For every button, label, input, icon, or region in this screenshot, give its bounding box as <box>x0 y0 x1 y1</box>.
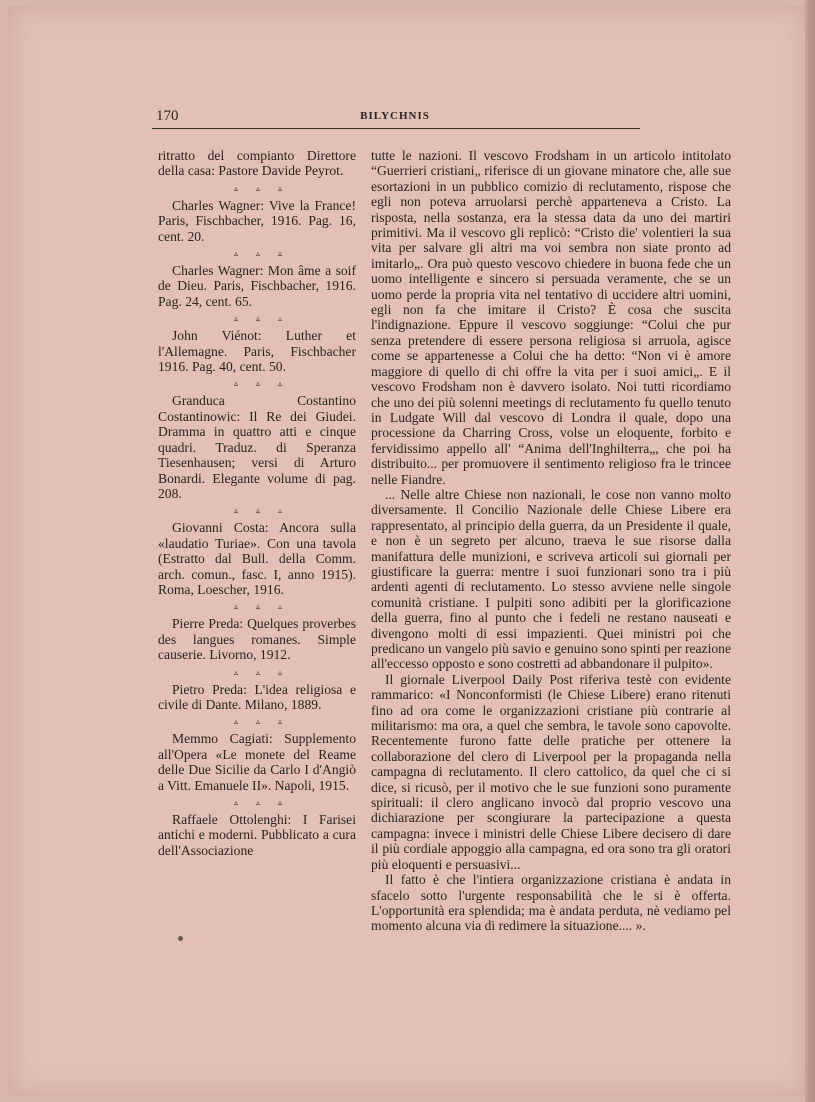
separator: ▵ ▵ ▵ <box>233 717 291 727</box>
book-entry: John Viénot: Luther et l'Allemagne. Paris, Fischbacher 1916. Pag. 40, cent. 50. <box>158 328 356 375</box>
separator: ▵ ▵ ▵ <box>233 602 291 612</box>
intro-entry: ritratto del compianto Direttore della casa: Pastore Davide Peyrot. <box>158 148 356 179</box>
book-entry: Pierre Preda: Quelques proverbes des langues romanes. Simple causerie. Livorno, 1912. <box>158 616 356 663</box>
paragraph: Il fatto è che l'intiera organizzazione cristiana è andata in sfacelo sotto l'urgente responsabilità che le si è offerta. L'opportunità era splendida; ma è andata perduta, nè vediamo pel momento alcuna via di redimere la situazione.... ». <box>371 872 731 934</box>
running-title: BILYCHNIS <box>360 110 430 122</box>
separator: ▵ ▵ ▵ <box>233 506 291 516</box>
header-rule <box>152 128 640 129</box>
book-entry: Raffaele Ottolenghi: I Farisei antichi e moderni. Pubblicato a cura dell'Associazione <box>158 812 356 858</box>
separator: ▵ ▵ ▵ <box>233 249 291 259</box>
separator: ▵ ▵ ▵ <box>233 379 291 389</box>
paragraph: tutte le nazioni. Il vescovo Frodsham in un articolo intitolato “Guerrieri cristiani„ riferisce di un giovane minatore che, alle sue esortazioni in un pubblico comizio di reclutamento, rispose che egli non poteva arruolarsi perchè apparteneva a Cristo. La risposta, nella sostanza, era la stessa data da uno dei martiri primitivi. Ma il vescovo gli replicò: “Cristo die' volentieri la sua vita per salvare gli altri ma voi sembra non siate pronto ad imitarlo„. Ora può questo vescovo chiedere in buona fede che un uomo intelligente e sincero si persuada veramente, che se un uomo perde la propria vita nel tentativo di uccidere altri uomini, egli non fa che imitare il Cristo? È cosa che suscita l'indignazione. Eppure il vescovo soggiunge: “Colui che pur senza pretendere di essere persona religiosa si arruola, agisce come se appartenesse a Colui che ha detto: “Non vi è amore maggiore di quello di chi offre la vita per i suoi amici„. E il vescovo Frodsham non è davvero isolato. Noi tutti ricordiamo che uno dei più solenni meetings di reclutamento fu quello tenuto in Ludgate Will dal vescovo di Londra il quale, dopo una processione da Charring Cross, volse un eloquente, forbito e fervidissimo appello all' “Anima dell'Inghilterra„, che poi ha distribuito... per promuovere il sentimento religioso fra le trincee nelle Fiandre. <box>371 148 731 487</box>
right-column <box>371 148 731 934</box>
paragraph: ... Nelle altre Chiese non nazionali, le cose non vanno molto diversamente. Il Concilio Nazionale delle Chiese Libere era rappresentato, al principio della guerra, da un Presidente il quale, e non è un segreto per alcuno, traeva le sue risorse dalla manifattura delle munizioni, e scriveva articoli sui giornali per giustificare la guerra: mentre i suoi funzionari sono tra i più ardenti agenti di reclutamento. Lo stesso avviene nelle singole comunità cristiane. I pulpiti sono adibiti per la glorificazione della guerra, fino al punto che i fedeli ne restano nauseati e divengono molti di essi impazienti. Quei ministri poi che predicano un vangelo più savio e genuino sono spinti per reazione all'eccesso opposto e sono costretti ad abbandonare il pulpito». <box>371 486 731 672</box>
book-entry: Granduca Costantino Costantinowic: Il Re dei Giudei. Dramma in quattro atti e cinque quadri. Traduz. di Speranza Tiesenhausen; versi di Arturo Bonardi. Elegante volume di pag. 208. <box>158 393 356 501</box>
book-entry: Memmo Cagiati: Supplemento all'Opera «Le monete del Reame delle Due Sicilie da Carlo I d'Angiò a Vitt. Emanuele II». Napoli, 1915. <box>158 731 356 793</box>
separator: ▵ ▵ ▵ <box>233 798 291 807</box>
paragraph: Il giornale Liverpool Daily Post riferiva testè con evidente rammarico: «I Nonconformisti (le Chiese Libere) erano ritenuti fino ad ora come le organizzazioni cristiane più contrarie al militarismo: ma ora, a quel che sembra, le tavole sono capovolte. Recentemente furono fatte delle pratiche per ottenere la collaborazione del clero di Liverpool per la propaganda nella campagna di reclutamento. Il clero cattolico, da quel che ci si dice, si ricusò, per il motivo che le sue funzioni sono puramente spirituali: il clero anglicano invocò dal proprio vescovo una dichiarazione per scongiurare la partecipazione a questa campagna: invece i ministri delle Chiese Libere decisero di dare il più cordiale appoggio alla campagna, ed ora sono tra gli oratori più eloquenti e persuasivi... <box>371 671 731 872</box>
separator: ▵ ▵ ▵ <box>233 314 291 324</box>
page-edge <box>805 0 815 1102</box>
page-number: 170 <box>156 108 179 124</box>
book-entry: Charles Wagner: Mon âme a soif de Dieu. Paris, Fischbacher, 1916. Pag. 24, cent. 65. <box>158 263 356 309</box>
separator: ▵ ▵ ▵ <box>233 667 291 677</box>
book-entry: Charles Wagner: Vive la France! Paris, Fischbacher, 1916. Pag. 16, cent. 20. <box>158 197 356 244</box>
page-header <box>150 108 640 128</box>
book-entry: Pietro Preda: L'idea religiosa e civile di Dante. Milano, 1889. <box>158 681 356 712</box>
book-entry: Giovanni Costa: Ancora sulla «laudatio Turiae». Con una tavola (Estratto dal Bull. della Comm. arch. comun., fasc. I, anno 1915). Roma, Loescher, 1916. <box>158 520 356 597</box>
left-column <box>158 148 356 858</box>
ink-spot <box>178 936 183 941</box>
separator: ▵ ▵ ▵ <box>233 183 291 193</box>
